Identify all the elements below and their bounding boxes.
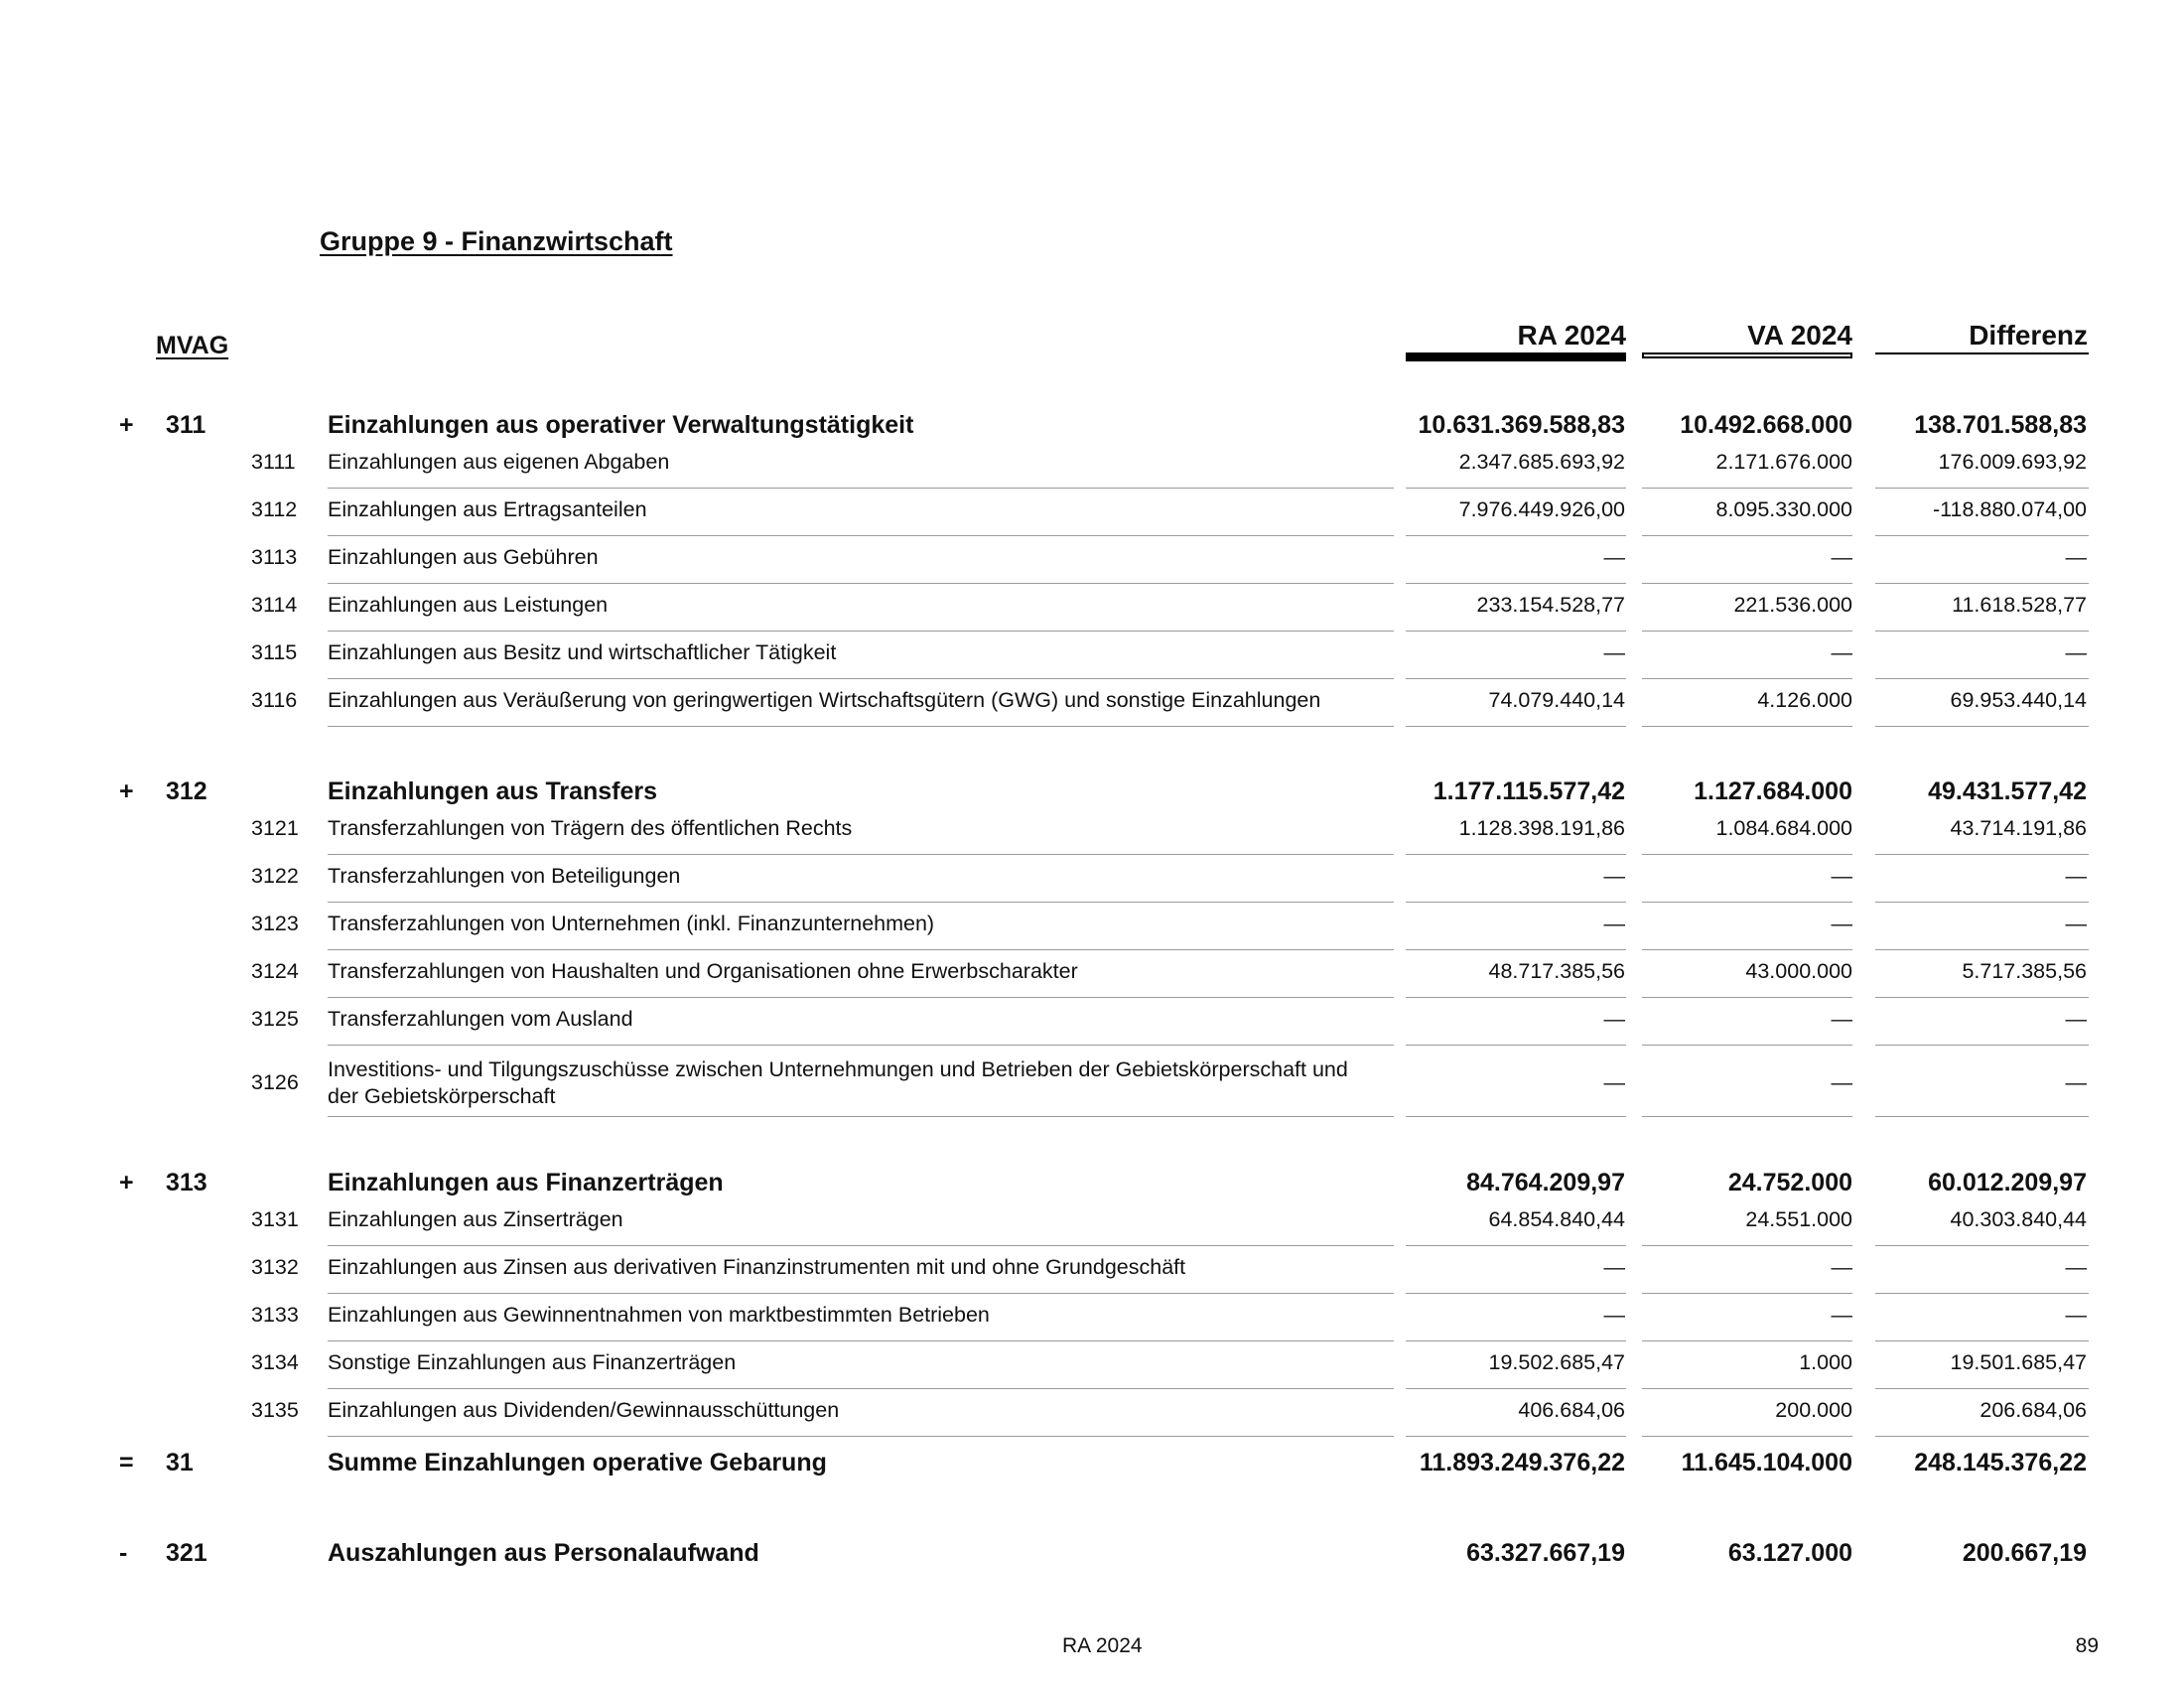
row-label: Einzahlungen aus Dividenden/Gewinnausschüttungen xyxy=(328,1398,840,1422)
row-separator-line xyxy=(328,1436,1394,1437)
row-label: Transferzahlungen vom Ausland xyxy=(328,1007,633,1031)
row-separator-line xyxy=(328,726,1394,727)
value-va: 1.084.684.000 xyxy=(1715,816,1852,840)
row-label: Einzahlungen aus Zinsen aus derivativen Finanzinstrumenten mit und ohne Grundgeschäft xyxy=(328,1255,1186,1279)
value-diff: 206.684,06 xyxy=(1979,1398,2087,1422)
row-code: 3113 xyxy=(251,545,298,569)
value-diff: — xyxy=(2065,864,2087,888)
row-separator-line xyxy=(1642,902,1852,903)
row-separator-line xyxy=(328,535,1394,536)
row-label: Einzahlungen aus eigenen Abgaben xyxy=(328,450,670,474)
row-label: Summe Einzahlungen operative Gebarung xyxy=(328,1449,827,1477)
row-code: 3125 xyxy=(251,1007,299,1031)
value-ra: 19.502.685,47 xyxy=(1488,1350,1625,1374)
row-separator-line xyxy=(1642,583,1852,584)
row-separator-line xyxy=(328,583,1394,584)
row-separator-line xyxy=(1406,583,1626,584)
row-separator-line xyxy=(1642,1436,1852,1437)
row-code: 31 xyxy=(166,1449,194,1477)
row-separator-line xyxy=(1875,854,2089,855)
row-separator-line xyxy=(1406,902,1626,903)
row-separator-line xyxy=(1875,1293,2089,1294)
row-label: Transferzahlungen von Beteiligungen xyxy=(328,864,681,888)
value-ra: — xyxy=(1603,864,1625,888)
row-sign: + xyxy=(119,411,134,439)
row-separator-line xyxy=(1406,1388,1626,1389)
value-diff: 43.714.191,86 xyxy=(1950,816,2087,840)
row-separator-line xyxy=(328,488,1394,489)
value-va: 43.000.000 xyxy=(1745,959,1852,983)
row-separator-line xyxy=(1875,1116,2089,1117)
value-diff: — xyxy=(2065,545,2087,569)
row-separator-line xyxy=(1642,1388,1852,1389)
row-code: 3116 xyxy=(251,688,298,712)
row-separator-line xyxy=(1875,583,2089,584)
value-diff: 11.618.528,77 xyxy=(1952,593,2087,617)
row-separator-line xyxy=(1406,726,1626,727)
value-ra: 7.976.449.926,00 xyxy=(1458,497,1625,521)
value-va: 63.127.000 xyxy=(1727,1539,1852,1567)
row-code: 3115 xyxy=(251,640,298,664)
column-header-diff: Differenz xyxy=(1969,320,2088,351)
row-code: 3131 xyxy=(251,1207,299,1231)
row-separator-line xyxy=(1875,949,2089,950)
value-diff: — xyxy=(2065,912,2087,935)
row-label: Einzahlungen aus Gewinnentnahmen von marktbestimmten Betrieben xyxy=(328,1303,990,1327)
row-code: 313 xyxy=(166,1169,207,1196)
row-label: Transferzahlungen von Haushalten und Organisationen ohne Erwerbscharakter xyxy=(328,959,1078,983)
row-label: Einzahlungen aus Veräußerung von geringwertigen Wirtschaftsgütern (GWG) und sonstige Einzahlungen xyxy=(328,688,1321,712)
row-label: Einzahlungen aus Besitz und wirtschaftlicher Tätigkeit xyxy=(328,640,837,664)
row-separator-line xyxy=(328,997,1394,998)
value-va: 4.126.000 xyxy=(1757,688,1852,712)
row-separator-line xyxy=(1875,631,2089,632)
value-ra: 63.327.667,19 xyxy=(1466,1539,1625,1567)
value-va: — xyxy=(1831,1070,1852,1094)
row-code: 3135 xyxy=(251,1398,299,1422)
row-separator-line xyxy=(328,1388,1394,1389)
value-diff: — xyxy=(2065,1007,2087,1031)
row-separator-line xyxy=(1406,631,1626,632)
value-diff: -118.880.074,00 xyxy=(1932,497,2087,521)
value-va: — xyxy=(1831,1303,1852,1327)
row-code: 3121 xyxy=(251,816,299,840)
value-ra: 48.717.385,56 xyxy=(1488,959,1625,983)
row-label: Einzahlungen aus Gebühren xyxy=(328,545,599,569)
row-separator-line xyxy=(1642,1340,1852,1341)
value-diff: — xyxy=(2065,640,2087,664)
row-separator-line xyxy=(328,902,1394,903)
value-va: 1.000 xyxy=(1799,1350,1852,1374)
row-separator-line xyxy=(1642,726,1852,727)
row-separator-line xyxy=(328,1293,1394,1294)
row-separator-line xyxy=(1642,854,1852,855)
row-separator-line xyxy=(328,854,1394,855)
row-sign: + xyxy=(119,1169,134,1196)
row-separator-line xyxy=(1875,488,2089,489)
value-diff: 69.953.440,14 xyxy=(1950,688,2087,712)
row-separator-line xyxy=(1642,1293,1852,1294)
row-separator-line xyxy=(1642,1245,1852,1246)
row-separator-line xyxy=(1875,1245,2089,1246)
row-label: Transferzahlungen von Trägern des öffentlichen Rechts xyxy=(328,816,853,840)
row-separator-line xyxy=(1406,488,1626,489)
row-label: Einzahlungen aus Transfers xyxy=(328,777,658,805)
row-code: 3114 xyxy=(251,593,298,617)
row-separator-line xyxy=(328,1045,1394,1046)
row-separator-line xyxy=(1875,726,2089,727)
value-ra: 406.684,06 xyxy=(1518,1398,1625,1422)
row-separator-line xyxy=(1642,1116,1852,1117)
row-sign: - xyxy=(119,1539,128,1567)
row-code: 3112 xyxy=(251,497,298,521)
footer-report-name: RA 2024 xyxy=(1062,1634,1143,1657)
row-label: Einzahlungen aus Zinserträgen xyxy=(328,1207,623,1231)
value-diff: — xyxy=(2065,1255,2087,1279)
row-label: Auszahlungen aus Personalaufwand xyxy=(328,1539,759,1567)
row-separator-line xyxy=(1875,678,2089,679)
value-ra: 1.177.115.577,42 xyxy=(1433,777,1625,805)
row-separator-line xyxy=(1406,949,1626,950)
value-va: 221.536.000 xyxy=(1733,593,1852,617)
row-separator-line xyxy=(1406,997,1626,998)
row-code: 3124 xyxy=(251,959,299,983)
row-separator-line xyxy=(328,1340,1394,1341)
value-va: 8.095.330.000 xyxy=(1715,497,1852,521)
row-separator-line xyxy=(328,1245,1394,1246)
value-ra: — xyxy=(1603,640,1625,664)
row-label: Investitions- und Tilgungszuschüsse zwischen Unternehmungen und Betrieben der Gebietskörperschaft und der Gebietskörperschaft xyxy=(328,1057,1348,1108)
row-sign: + xyxy=(119,777,134,805)
row-separator-line xyxy=(1875,1045,2089,1046)
row-separator-line xyxy=(1406,678,1626,679)
value-diff: 176.009.693,92 xyxy=(1938,450,2087,474)
row-separator-line xyxy=(1875,1388,2089,1389)
row-separator-line xyxy=(1406,1116,1626,1117)
column-header-va: VA 2024 xyxy=(1747,320,1852,351)
row-label: Sonstige Einzahlungen aus Finanzerträgen xyxy=(328,1350,737,1374)
value-ra: — xyxy=(1603,1303,1625,1327)
row-code: 3133 xyxy=(251,1303,299,1327)
row-code: 321 xyxy=(166,1539,207,1567)
value-diff: 200.667,19 xyxy=(1962,1539,2087,1567)
row-separator-line xyxy=(1875,1340,2089,1341)
row-separator-line xyxy=(1406,1436,1626,1437)
value-va: — xyxy=(1831,1255,1852,1279)
row-separator-line xyxy=(1642,631,1852,632)
row-sign: = xyxy=(119,1449,134,1477)
value-ra: 10.631.369.588,83 xyxy=(1418,411,1625,439)
value-ra: — xyxy=(1603,1007,1625,1031)
page-title: Gruppe 9 - Finanzwirtschaft xyxy=(320,226,673,256)
value-va: 200.000 xyxy=(1775,1398,1852,1422)
footer-page-number: 89 xyxy=(2075,1634,2099,1657)
row-separator-line xyxy=(1875,535,2089,536)
value-diff: 19.501.685,47 xyxy=(1950,1350,2087,1374)
value-va: — xyxy=(1831,864,1852,888)
row-separator-line xyxy=(328,678,1394,679)
value-va: 10.492.668.000 xyxy=(1680,411,1852,439)
value-va: — xyxy=(1831,912,1852,935)
row-label: Einzahlungen aus operativer Verwaltungstätigkeit xyxy=(328,411,914,439)
value-diff: — xyxy=(2065,1303,2087,1327)
row-separator-line xyxy=(1406,1340,1626,1341)
row-separator-line xyxy=(1642,535,1852,536)
value-diff: 40.303.840,44 xyxy=(1950,1207,2087,1231)
value-ra: 84.764.209,97 xyxy=(1466,1169,1625,1196)
row-separator-line xyxy=(328,1116,1394,1117)
value-ra: — xyxy=(1603,545,1625,569)
value-ra: — xyxy=(1603,1070,1625,1094)
row-separator-line xyxy=(1406,1245,1626,1246)
value-va: 1.127.684.000 xyxy=(1694,777,1852,805)
row-separator-line xyxy=(1875,1436,2089,1437)
value-ra: — xyxy=(1603,1255,1625,1279)
value-ra: 233.154.528,77 xyxy=(1476,593,1625,617)
row-separator-line xyxy=(1642,949,1852,950)
value-va: 24.752.000 xyxy=(1727,1169,1852,1196)
value-ra: 74.079.440,14 xyxy=(1488,688,1625,712)
value-va: 11.645.104.000 xyxy=(1681,1449,1852,1477)
row-label: Transferzahlungen von Unternehmen (inkl. Finanzunternehmen) xyxy=(328,912,935,935)
row-code: 3134 xyxy=(251,1350,299,1374)
value-diff: 49.431.577,42 xyxy=(1928,777,2087,805)
value-diff: 138.701.588,83 xyxy=(1914,411,2087,439)
value-diff: 248.145.376,22 xyxy=(1914,1449,2087,1477)
row-code: 3123 xyxy=(251,912,299,935)
column-header-ra: RA 2024 xyxy=(1517,320,1626,351)
row-separator-line xyxy=(1642,678,1852,679)
mvag-column-header: MVAG xyxy=(156,332,229,359)
value-diff: — xyxy=(2065,1070,2087,1094)
row-separator-line xyxy=(1642,1045,1852,1046)
value-ra: 1.128.398.191,86 xyxy=(1458,816,1625,840)
value-va: 2.171.676.000 xyxy=(1715,450,1852,474)
row-label: Einzahlungen aus Finanzerträgen xyxy=(328,1169,724,1196)
value-va: — xyxy=(1831,640,1852,664)
row-separator-line xyxy=(1406,854,1626,855)
row-separator-line xyxy=(1875,902,2089,903)
row-label: Einzahlungen aus Ertragsanteilen xyxy=(328,497,647,521)
row-code: 3111 xyxy=(251,450,296,474)
value-ra: 64.854.840,44 xyxy=(1488,1207,1625,1231)
row-code: 311 xyxy=(166,411,206,439)
value-ra: 2.347.685.693,92 xyxy=(1458,450,1625,474)
row-separator-line xyxy=(328,949,1394,950)
row-separator-line xyxy=(328,631,1394,632)
row-code: 3132 xyxy=(251,1255,299,1279)
row-code: 3122 xyxy=(251,864,299,888)
value-diff: 5.717.385,56 xyxy=(1962,959,2087,983)
value-diff: 60.012.209,97 xyxy=(1928,1169,2087,1196)
row-separator-line xyxy=(1875,997,2089,998)
value-va: — xyxy=(1831,1007,1852,1031)
value-ra: — xyxy=(1603,912,1625,935)
row-code: 3126 xyxy=(251,1070,299,1094)
row-separator-line xyxy=(1406,1293,1626,1294)
row-code: 312 xyxy=(166,777,207,805)
value-va: — xyxy=(1831,545,1852,569)
row-separator-line xyxy=(1642,488,1852,489)
value-ra: 11.893.249.376,22 xyxy=(1419,1449,1625,1477)
row-label: Einzahlungen aus Leistungen xyxy=(328,593,609,617)
row-separator-line xyxy=(1642,997,1852,998)
value-va: 24.551.000 xyxy=(1745,1207,1852,1231)
row-separator-line xyxy=(1406,535,1626,536)
row-separator-line xyxy=(1406,1045,1626,1046)
